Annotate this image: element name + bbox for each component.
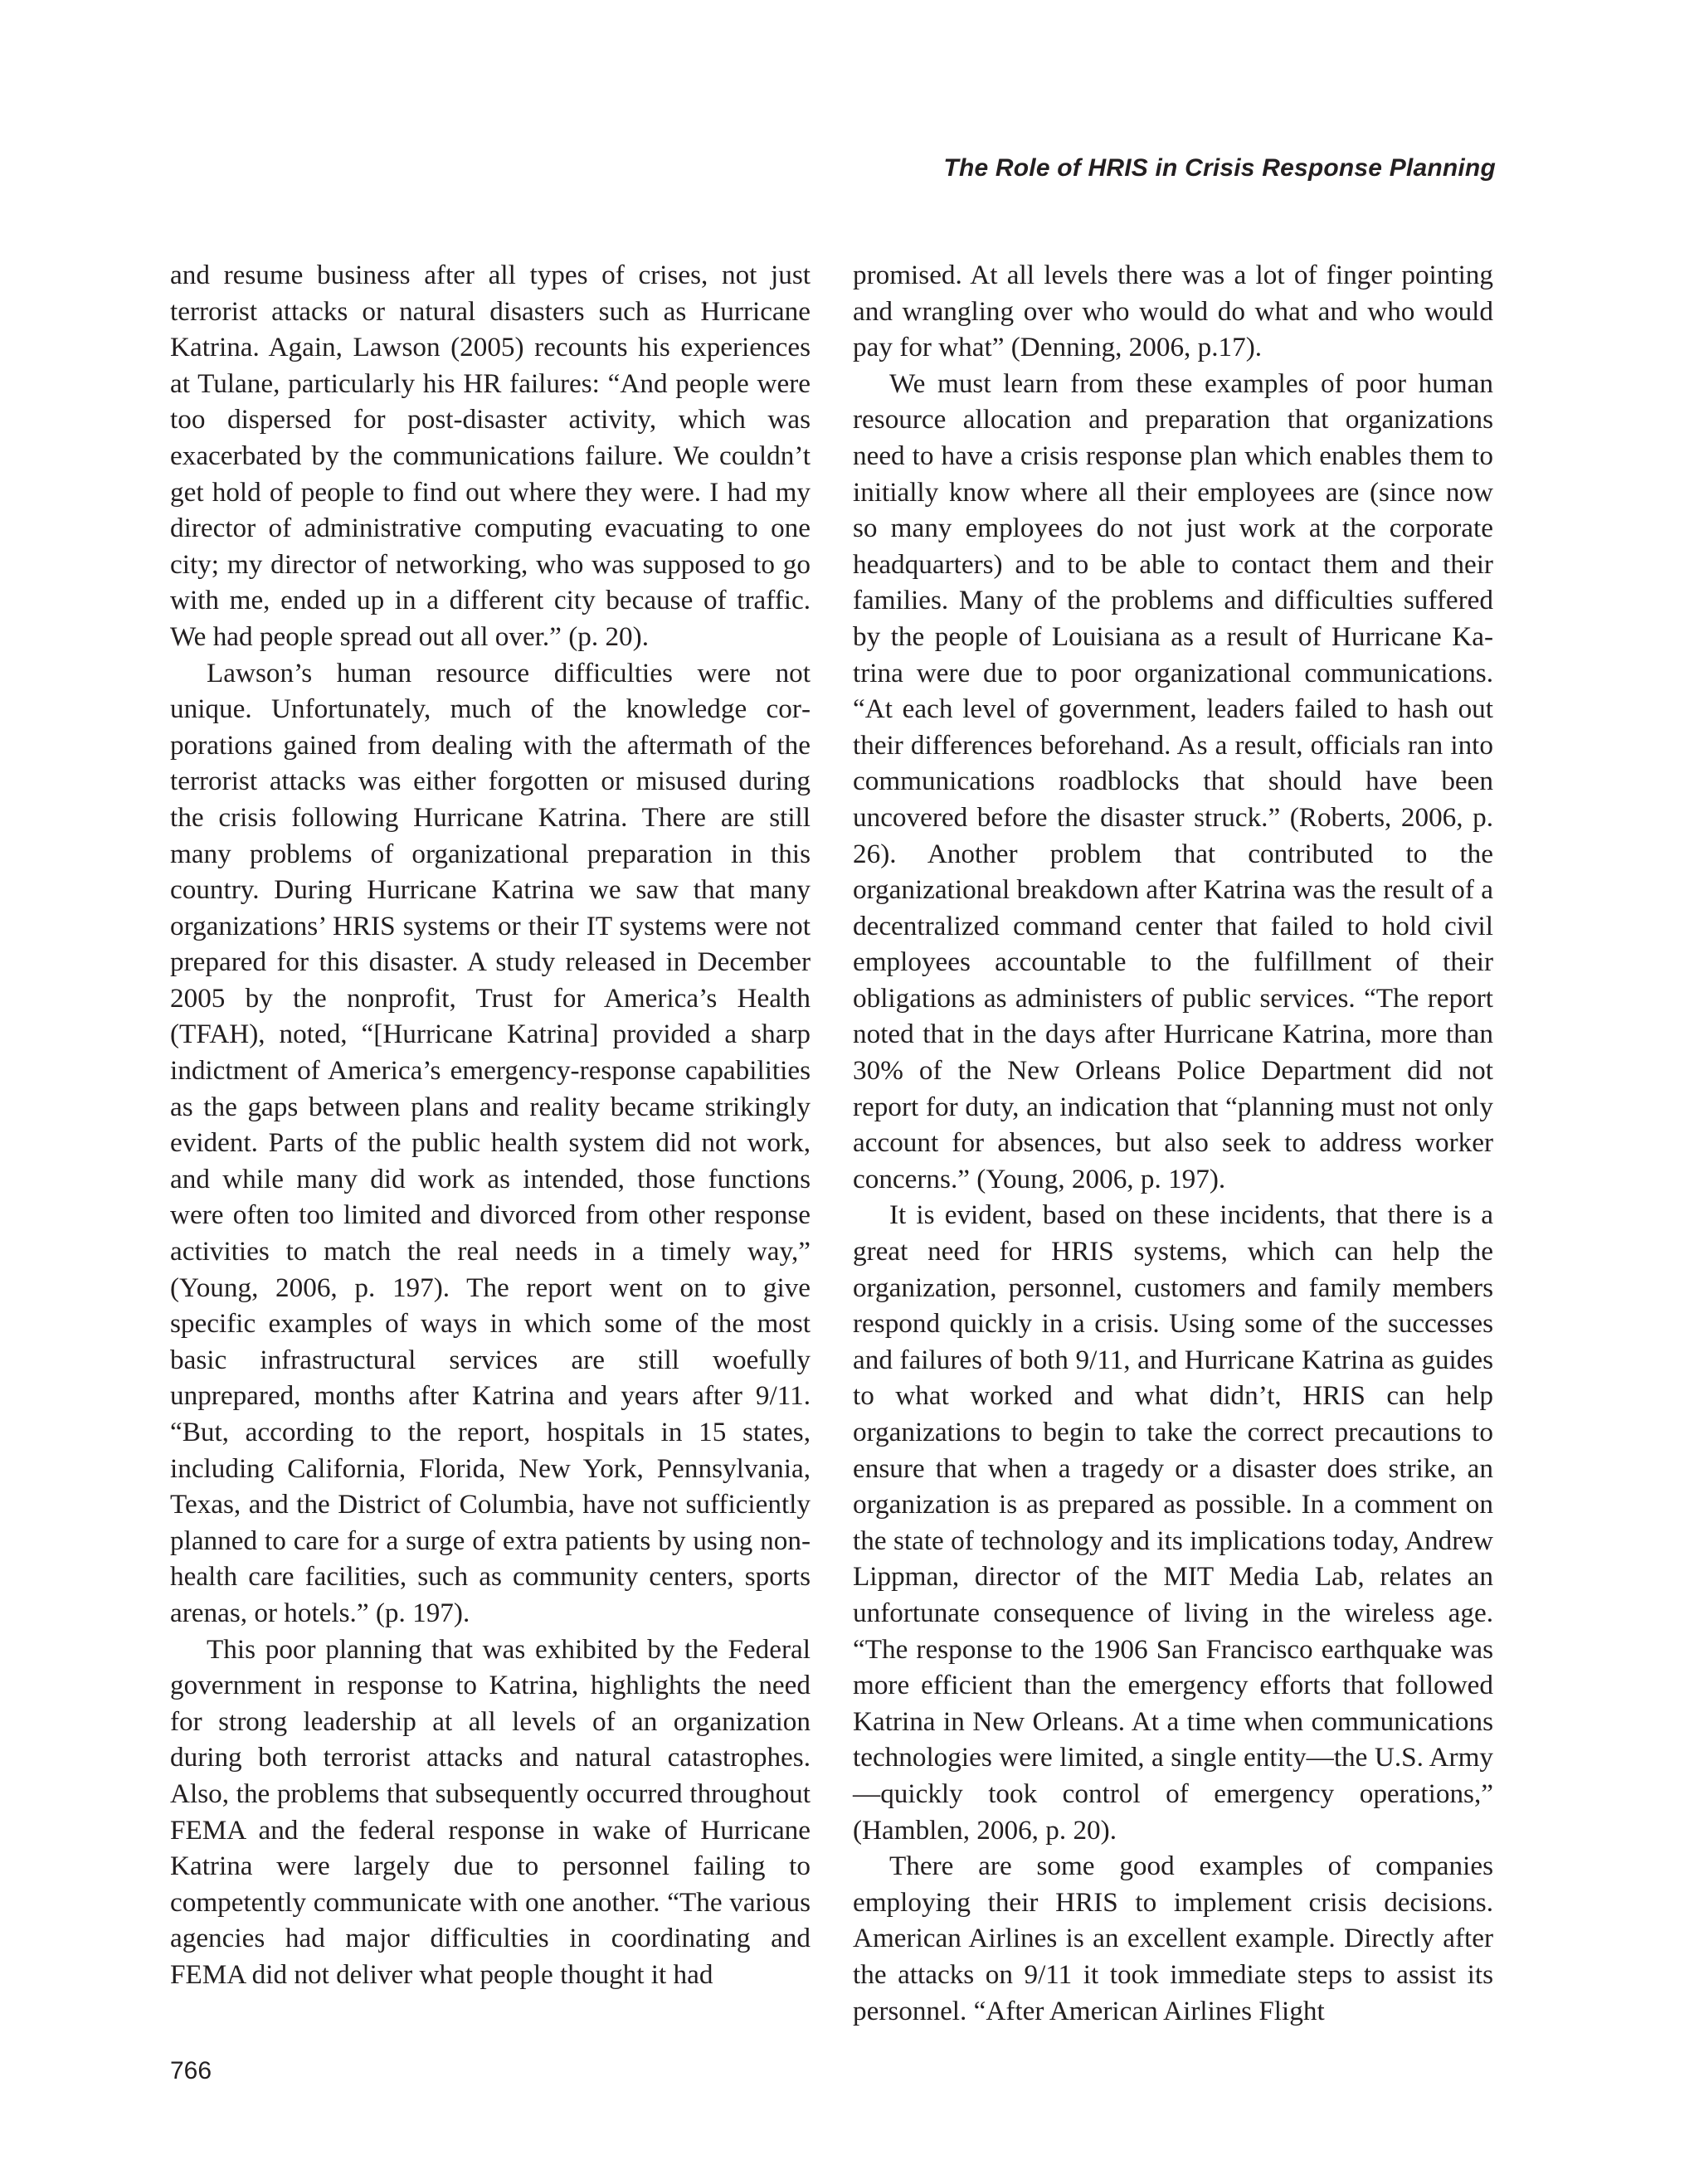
paragraph: Lawson’s human resource difficulties were not unique. Unfortunately, much of the knowledge corporations gained from dealing with the aftermath of the terrorist attacks was either forgotten or misused during the crisis following Hurricane Katrina. There are still many problems of organizational preparation in this country. During Hurricane Katrina we saw that many organizations’ HRIS systems or their IT systems were not prepared for this disaster. A study released in December 2005 by the nonprofit, Trust for America’s Health (TFAH), noted, “[Hurricane Katrina] provided a sharp indictment of America’s emergency-response capabilities as the gaps between plans and reality became strikingly evident. Parts of the public health system did not work, and while many did work as intended, those functions were often too limited and divorced from other response activities to match the real needs in a timely way,” (Young, 2006, p. 197). The report went on to give specific examples of ways in which some of the most basic infrastructural services are still woefully unprepared, months after Katrina and years after 9/11. “But, according to the report, hospitals in 15 states, including California, Florida, New York, Pennsylvania, Texas, and the District of Columbia, have not sufficiently planned to care for a surge of extra patients by using non-health care facilities, such as community centers, sports arenas, or hotels.” (p. 197). — [170, 657, 811, 1628]
paragraph: This poor planning that was exhibited by the Federal government in response to Katrina, highlights the need for strong leadership at all levels of an organization during both terrorist attacks and natural catastrophes. Also, the problems that subsequently occurred throughout FEMA and the federal response in wake of Hurricane Katrina were largely due to personnel failing to competently communicate with one another. “The various agencies had major difficulties in coordinating and FEMA did not deliver what people thought it had — [170, 1633, 811, 1990]
running-header-title: The Role of HRIS in Crisis Response Planning — [943, 154, 1496, 182]
page-number: 766 — [170, 2057, 212, 2084]
paragraph: We must learn from these examples of poor human resource allocation and preparation that organizations need to have a crisis response plan which enables them to initially know where all their employees are (since now so many employees do not just work at the corporate headquarters) and to be able to contact them and their families. Many of the problems and difficulties suffered by the people of Louisiana as a result of Hurricane Katrina were due to poor organizational communications. “At each level of government, leaders failed to hash out their differences beforehand. As a result, officials ran into communications roadblocks that should have been uncovered before the disaster struck.” (Roberts, 2006, p. 26). Another problem that contributed to the organizational breakdown after Katrina was the result of a decentralized command center that failed to hold civil employees accountable to the fulfillment of their obligations as administers of public services. “The report noted that in the days after Hurricane Katrina, more than 30% of the New Orleans Police Department did not report for duty, an indication that “planning must not only account for absences, but also seek to address worker concerns.” (Young, 2006, p. 197). — [853, 367, 1493, 1194]
paragraph: promised. At all levels there was a lot of finger pointing and wrangling over who would do what and who would pay for what” (Denning, 2006, p.17). — [853, 260, 1493, 363]
right-column — [853, 257, 1493, 2029]
paragraph: There are some good examples of companies employing their HRIS to implement crisis decisions. American Airlines is an excellent example. Directly after the attacks on 9/11 it took immediate steps to assist its personnel. “After American Airlines Flight — [853, 1851, 1493, 2026]
paragraph: and resume business after all types of crises, not just terrorist attacks or natural disasters such as Hurricane Katrina. Again, Lawson (2005) recounts his experiences at Tulane, particularly his HR failures: “And people were too dispersed for post-disaster activity, which was exacerbated by the communications failure. We couldn’t get hold of people to find out where they were. I had my director of administrative computing evacuating to one city; my director of networking, who was supposed to go with me, ended up in a different city because of traffic. We had people spread out all over.” (p. 20). — [170, 260, 811, 652]
left-column — [170, 257, 811, 1993]
paragraph: It is evident, based on these incidents, that there is a great need for HRIS systems, which can help the organization, personnel, customers and family members respond quickly in a crisis. Using some of the successes and failures of both 9/11, and Hurricane Katrina as guides to what worked and what didn’t, HRIS can help organizations to begin to take the correct precautions to ensure that when a tragedy or a disaster does strike, an organization is as prepared as possible. In a comment on the state of technology and its implications today, Andrew Lippman, director of the MIT Media Lab, relates an unfortunate consequence of living in the wireless age. “The response to the 1906 San Francisco earthquake was more efficient than the emergency efforts that followed Katrina in New Orleans. At a time when communications technologies were limited, a single entity—the U.S. Army—quickly took control of emergency operations,” (Hamblen, 2006, p. 20). — [853, 1199, 1493, 1846]
